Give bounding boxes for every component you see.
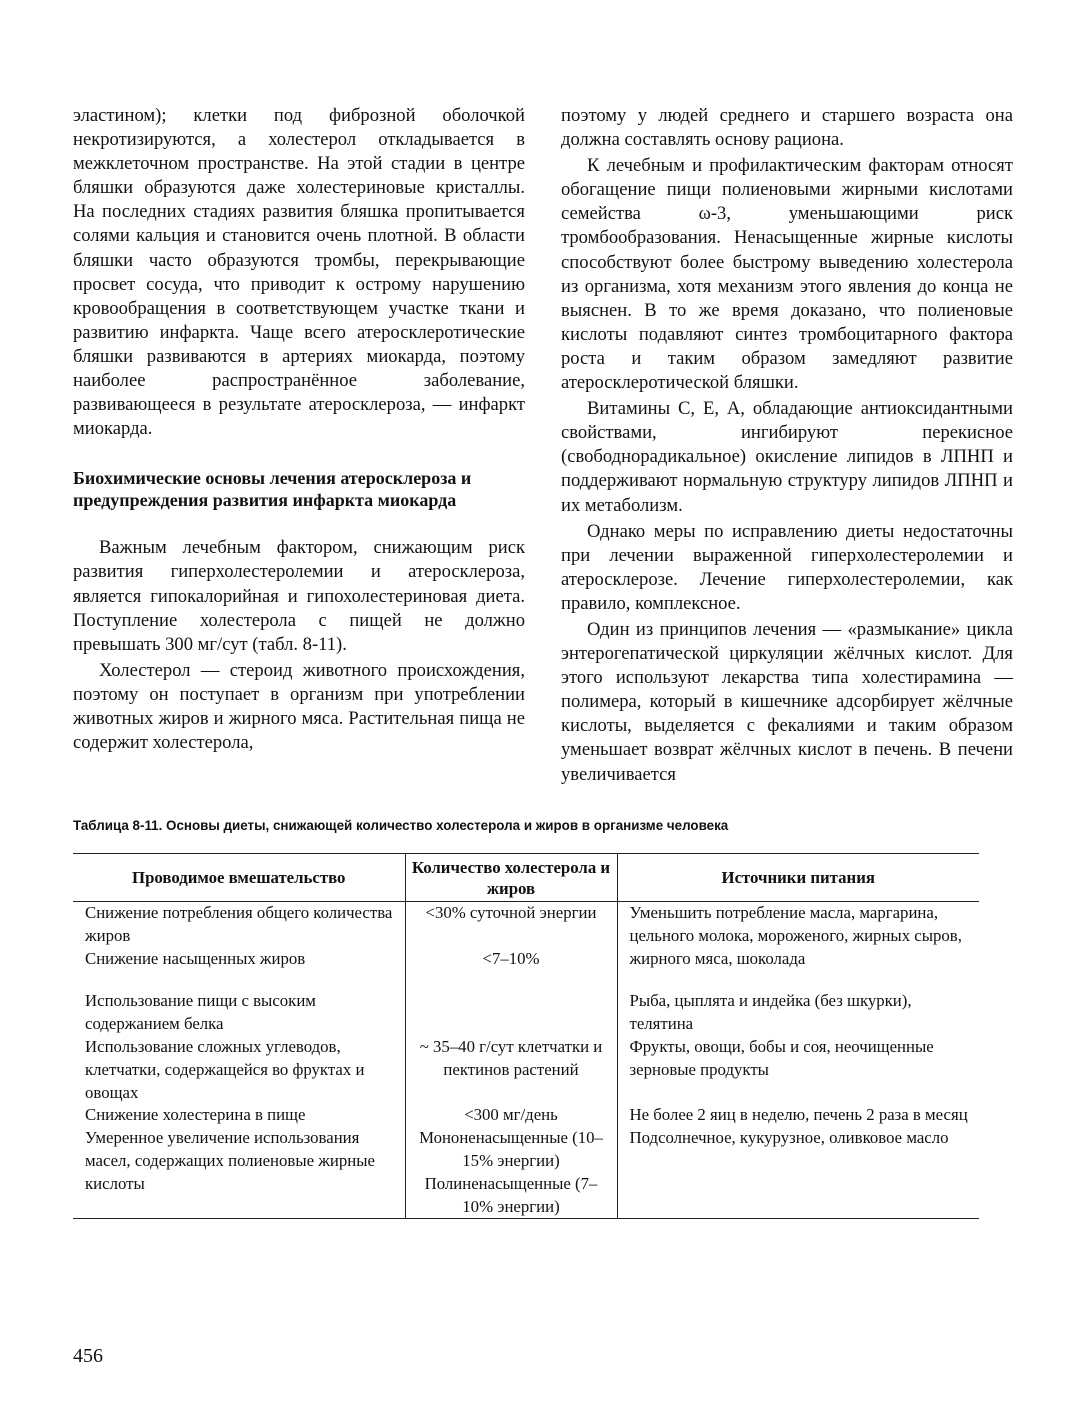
cell-amount: <7–10% — [405, 948, 617, 971]
cell-sources: Не более 2 яиц в неделю, печень 2 раза в месяц — [617, 1104, 979, 1127]
paragraph: поэтому у людей среднего и старшего возраста она должна составлять основу рациона. — [561, 105, 1013, 151]
cell-intervention: Использование пищи с высоким содержанием белка — [85, 991, 316, 1034]
cell-intervention: Снижение потребления общего количества жиров — [85, 903, 393, 945]
cell-amount: <300 мг/день — [405, 1104, 617, 1127]
paragraph: Однако меры по исправлению диеты недостаточны при лечении выраженной гиперхолестеролемии и атеросклерозе. Лечение гиперхолестеролемии, как правило, комплексное. — [561, 520, 1013, 614]
cell-sources: Рыба, цыплята и индейка (без шкурки), телятина — [617, 990, 979, 1036]
section-heading: Биохимические основы лечения атеросклероза и предупреждения развития инфаркта миокарда — [73, 468, 472, 511]
cell-sources: Уменьшить потребление масла, маргарина, цельного молока, мороженого, жирных сыров, жирного мяса, шоколада — [617, 902, 979, 971]
header-amount: Количество холестерола и жиров — [405, 854, 617, 902]
paragraph: К лечебным и профилактическим факторам относят обогащение пищи полиеновыми жирными кислотами семейства ω-3, уменьшающими риск тромбообразования. Ненасыщенные жирные кислоты способствуют более быстрому выведению холестерола из организма, хотя механизм этого явления до конца не выяснен. В то же время доказано, что полиеновые кислоты подавляют синтез тромбоцитарного фактора роста и таким образом замедляют развитие атеросклеротической бляшки. — [561, 155, 1013, 394]
cell-sources: Подсолнечное, кукурузное, оливковое масло — [617, 1127, 979, 1219]
paragraph: Витамины С, Е, А, обладающие антиоксидантными свойствами, ингибируют перекисное (свободнорадикальное) окисление липидов в ЛПНП и поддерживают нормальную структуру липидов ЛПНП и их метаболизм. — [561, 398, 1013, 516]
table-row — [73, 1127, 979, 1219]
cell-amount — [405, 990, 617, 1036]
cell-intervention: Снижение насыщенных жиров — [85, 948, 306, 968]
paragraph: Холестерол — стероид животного происхождения, поэтому он поступает в организм при употреблении животных жиров и жирного мяса. Растительная пища не содержит холестерола, — [73, 659, 525, 754]
paragraph: эластином); клетки под фиброзной оболочкой некротизируются, а холестерол откладывается в межклеточном пространстве. На этой стадии в центре бляшки образуются даже холестериновые кристаллы. На последних стадиях развития бляшка пропитывается солями кальция и становится очень плотной. В области бляшки часто образуются тромбы, перекрывающие просвет сосуда, что приводит к острому нарушению кровообращения в соответствующем участке ткани и развитию инфаркта. Чаще всего атеросклеротические бляшки развиваются в артериях миокарда, поэтому наиболее распространённое заболевание, развивающееся в результате атеросклероза, — инфаркт миокарда. — [73, 105, 525, 440]
left-column — [73, 104, 525, 755]
right-column — [561, 104, 1013, 787]
cell-amount: <30% суточной энергии — [405, 902, 617, 948]
header-intervention: Проводимое вмешательство — [73, 854, 405, 902]
cell-intervention: Использование сложных углеводов, клетчатки, содержащейся во фруктах и овощах — [85, 1036, 365, 1102]
diet-table — [73, 853, 979, 1219]
table-caption: Таблица 8-11. Основы диеты, снижающей количество холестерола и жиров в организме человека — [73, 818, 729, 833]
cell-amount: Мононенасыщенные (10–15% энергии) Полиненасыщенные (7–10% энергии) — [405, 1127, 617, 1219]
cell-intervention: Умеренное увеличение использования масел, содержащих полиеновые жирные кислоты — [73, 1127, 405, 1219]
cell-sources: Фрукты, овощи, бобы и соя, неочищенные зерновые продукты — [617, 1036, 979, 1104]
header-sources: Источники питания — [617, 854, 979, 902]
cell-intervention: Снижение холестерина в пище — [85, 1105, 306, 1125]
table-row — [73, 1036, 979, 1104]
paragraph: Один из принципов лечения — «размыкание» цикла энтерогепатической циркуляции жёлчных кислот. Для этого используют лекарства типа холестирамина — полимера, который в кишечнике адсорбирует жёлчные кислоты, выделяется с фекалиями и таким образом уменьшает возврат жёлчных кислот в печень. В печени увеличивается — [561, 618, 1013, 785]
table-row — [73, 1104, 979, 1127]
table-spacer — [73, 970, 979, 990]
table-row — [73, 902, 979, 948]
table-row — [73, 990, 979, 1036]
page-number: 456 — [73, 1345, 103, 1367]
paragraph: Важным лечебным фактором, снижающим риск развития гиперхолестеролемии и атеросклероза, является гипокалорийная и гипохолестериновая диета. Поступление холестерола с пищей не должно превышать 300 мг/сут (табл. 8-11). — [73, 537, 525, 655]
cell-amount: ~ 35–40 г/сут клетчатки и пектинов растений — [405, 1036, 617, 1104]
table-header-row — [73, 854, 979, 902]
